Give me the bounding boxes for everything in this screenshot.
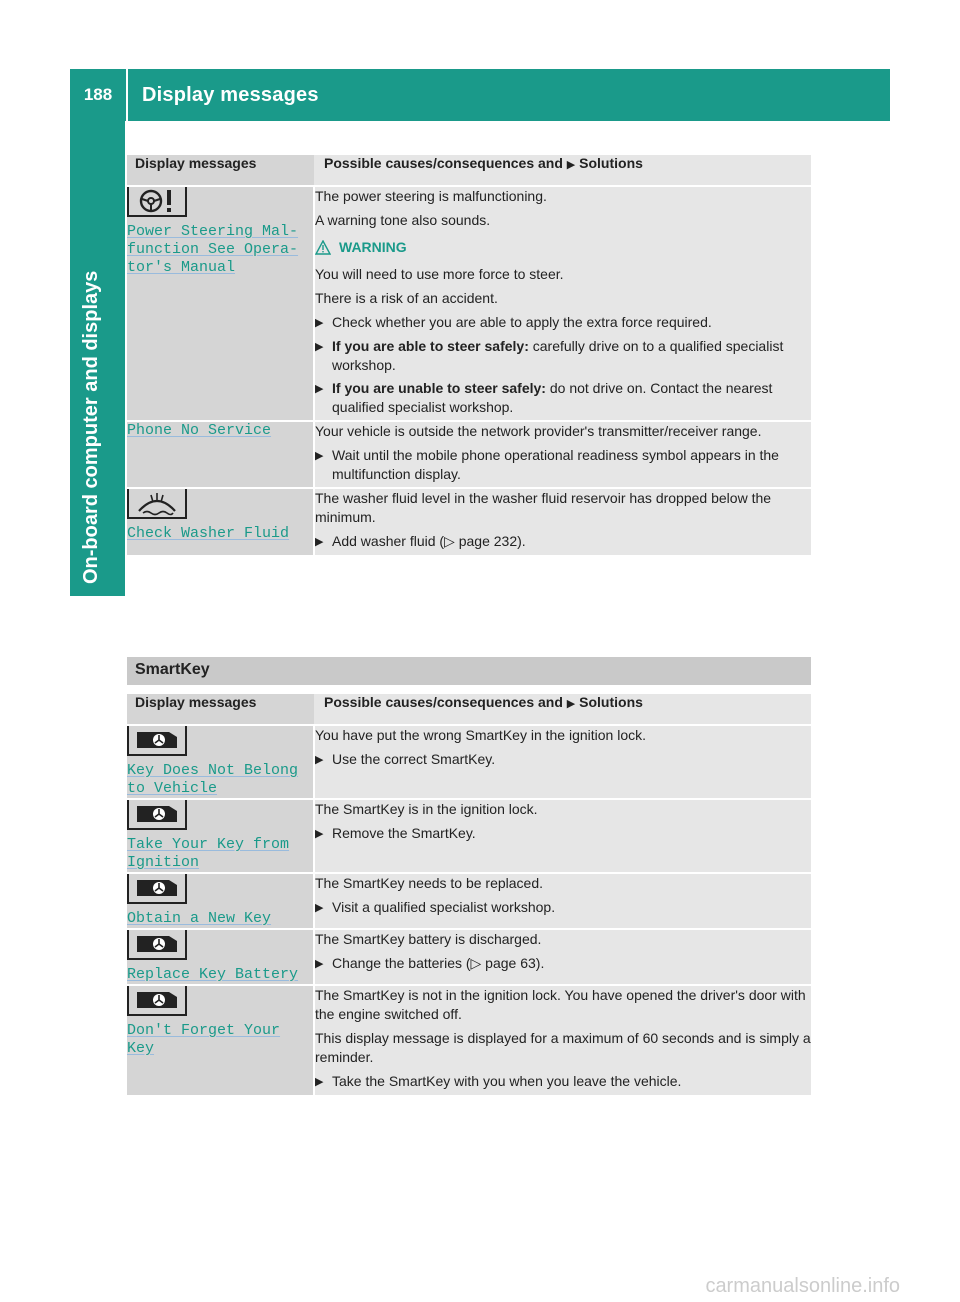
message-cell — [127, 726, 314, 798]
display-message-text: Don't Forget Your Key — [127, 1022, 281, 1057]
table-row — [127, 800, 811, 872]
display-message-text: Phone No Service — [127, 422, 272, 439]
table-header — [127, 694, 811, 724]
smartkey-icon — [127, 800, 187, 830]
arrow-icon: ▶ — [315, 450, 324, 462]
arrow-icon: ▶ — [315, 536, 324, 548]
list-item: ▶ If you are unable to steer safely: do not drive on. Contact the nearest qualified specialist workshop. — [315, 380, 773, 415]
arrow-icon: ▶ — [315, 317, 324, 329]
smartkey-icon — [127, 930, 187, 960]
table-row — [127, 422, 811, 487]
causes-cell: Your vehicle is outside the network provider's transmitter/receiver range. ▶ Wait until the mobile phone operational readiness symbol appears in the multifunction display. — [314, 422, 811, 487]
list-item: ▶ Visit a qualified specialist workshop. — [315, 898, 811, 918]
display-message-text: Obtain a New Key — [127, 910, 272, 927]
col-header-messages: Display messages — [127, 694, 314, 724]
causes-cell: The SmartKey needs to be replaced. ▶ Visit a qualified specialist workshop. — [314, 874, 811, 928]
side-tab-label: On-board computer and displays — [80, 270, 102, 584]
display-messages-table-2 — [127, 694, 811, 1095]
steering-warning-icon — [127, 187, 187, 217]
list-item: ▶ Wait until the mobile phone operational readiness symbol appears in the multifunction display. — [315, 447, 779, 482]
section-title-smartkey: SmartKey — [127, 657, 811, 685]
table-row — [127, 187, 811, 420]
table-row — [127, 986, 811, 1095]
display-message-text: Key Does Not Belong to Vehicle — [127, 762, 299, 797]
message-cell — [127, 489, 314, 555]
smartkey-icon — [127, 726, 187, 756]
warning-label: WARNING — [315, 238, 811, 257]
smartkey-icon — [127, 874, 187, 904]
col-header-messages: Display messages — [127, 155, 314, 185]
page-number: 188 — [83, 85, 113, 104]
table-row — [127, 489, 811, 555]
table-row — [127, 930, 811, 984]
message-cell — [127, 874, 314, 928]
table-header — [127, 155, 811, 185]
list-item: ▶ Check whether you are able to apply the extra force required. — [315, 313, 811, 333]
arrow-icon: ▶ — [315, 958, 324, 970]
message-cell — [127, 930, 314, 984]
arrow-icon: ▶ — [315, 383, 324, 395]
page-title: Display messages — [142, 83, 319, 106]
display-message-text: Check Washer Fluid — [127, 525, 290, 542]
solution-arrow-icon: ▶ — [566, 159, 576, 171]
causes-cell: You have put the wrong SmartKey in the ignition lock. ▶ Use the correct SmartKey. — [314, 726, 811, 798]
col-header-causes: Possible causes/consequences and ▶ Solutions — [314, 694, 811, 724]
list-item: ▶ Use the correct SmartKey. — [315, 750, 811, 770]
smartkey-icon — [127, 986, 187, 1016]
causes-cell: The SmartKey battery is discharged. ▶ Change the batteries (▷ page 63). — [314, 930, 811, 984]
page-header — [70, 69, 890, 121]
washer-fluid-icon — [127, 489, 187, 519]
arrow-icon: ▶ — [315, 341, 324, 353]
causes-cell: The washer fluid level in the washer fluid reservoir has dropped below the minimum. ▶ Add washer fluid (▷ page 232). — [314, 489, 811, 555]
message-cell — [127, 422, 314, 487]
table-row — [127, 874, 811, 928]
list-item: ▶ Add washer fluid (▷ page 232). — [315, 532, 811, 552]
list-item: ▶ Change the batteries (▷ page 63). — [315, 954, 811, 974]
list-item: ▶ Take the SmartKey with you when you leave the vehicle. — [315, 1072, 811, 1092]
display-message-text: Power Steering Mal- function See Opera- tor's Manual — [127, 223, 299, 276]
display-message-text: Replace Key Battery — [127, 966, 299, 983]
col-header-causes: Possible causes/consequences and ▶ Solutions — [314, 155, 811, 185]
display-message-text: Take Your Key from Ignition — [127, 836, 290, 871]
causes-cell: The SmartKey is in the ignition lock. ▶ Remove the SmartKey. — [314, 800, 811, 872]
arrow-icon: ▶ — [315, 1076, 324, 1088]
message-cell — [127, 800, 314, 872]
list-item: ▶ If you are able to steer safely: carefully drive on to a qualified specialist workshop. — [315, 338, 784, 373]
message-cell — [127, 986, 314, 1095]
footer-watermark: carmanualsonline.info — [705, 1275, 900, 1297]
solution-arrow-icon: ▶ — [566, 698, 576, 710]
list-item: ▶ Remove the SmartKey. — [315, 824, 811, 844]
causes-cell: The power steering is malfunctioning. A warning tone also sounds. WARNING You will need to use more force to steer. There is a risk of an accident. ▶ Check whether you are able to apply the extra force required. ▶ If you are able to steer safely: carefully drive on to a qualified specialist workshop. ▶ If you are unable to steer safely: do not drive on. Contact the nearest qualified specialist workshop. — [314, 187, 811, 420]
display-messages-table-1 — [127, 155, 811, 555]
header-divider — [126, 69, 128, 121]
warning-triangle-icon — [315, 240, 331, 255]
message-cell — [127, 187, 314, 420]
causes-cell: The SmartKey is not in the ignition lock. You have opened the driver's door with the engine switched off. This display message is displayed for a maximum of 60 seconds and is simply a reminder. ▶ Take the SmartKey with you when you leave the vehicle. — [314, 986, 811, 1095]
arrow-icon: ▶ — [315, 828, 324, 840]
table-row — [127, 726, 811, 798]
arrow-icon: ▶ — [315, 754, 324, 766]
arrow-icon: ▶ — [315, 902, 324, 914]
